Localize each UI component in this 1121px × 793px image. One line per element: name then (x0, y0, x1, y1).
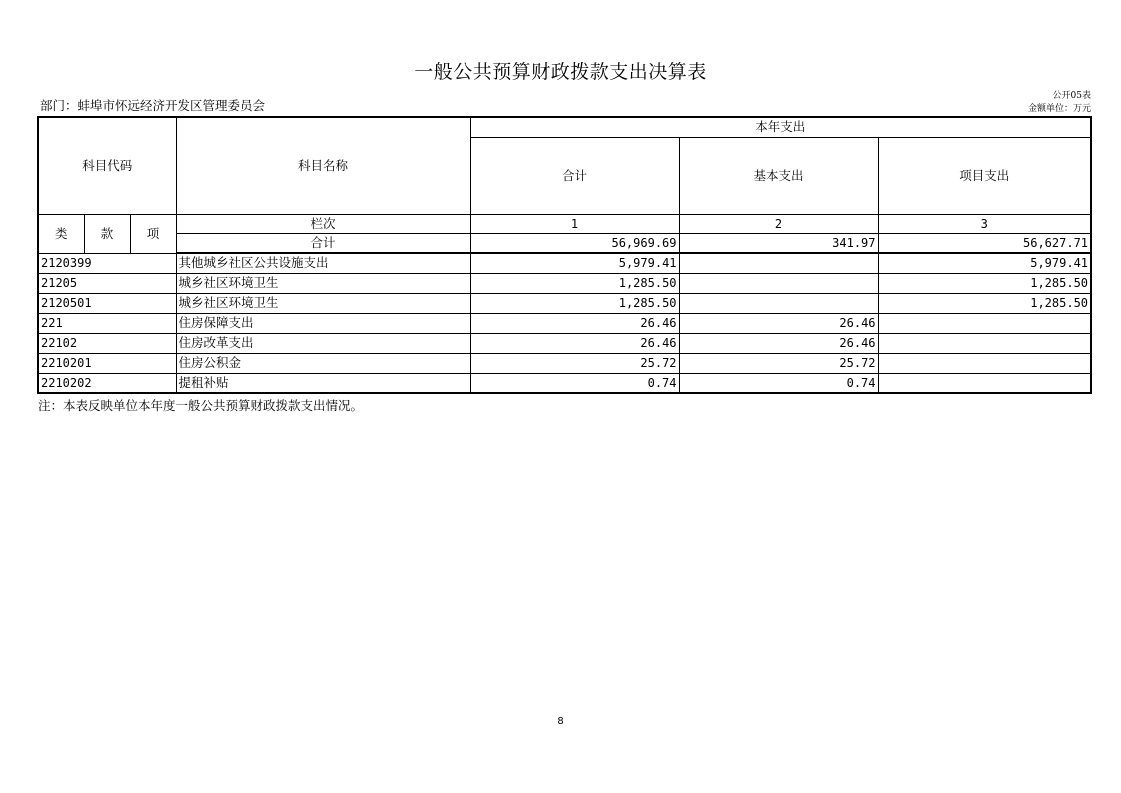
row-total: 25.72 (470, 353, 679, 373)
row-basic: 25.72 (679, 353, 878, 373)
row-name: 提租补贴 (176, 373, 470, 393)
column-index-3: 3 (878, 214, 1091, 233)
table-row (38, 353, 1091, 373)
amount-unit: 金额单位：万元 (1027, 104, 1091, 114)
row-project (878, 313, 1091, 333)
row-name: 住房保障支出 (176, 313, 470, 333)
row-code: 2210202 (38, 373, 176, 393)
row-name: 城乡社区环境卫生 (176, 273, 470, 293)
header-column-no: 栏次 (176, 214, 470, 233)
row-project: 5,979.41 (878, 253, 1091, 273)
table-row (38, 373, 1091, 393)
header-code: 科目代码 (38, 117, 176, 214)
header-xiang: 项 (130, 214, 176, 253)
expenditure-table (37, 116, 1092, 394)
department-label: 部门：蚌埠市怀远经济开发区管理委员会 (40, 98, 266, 113)
row-name: 住房改革支出 (176, 333, 470, 353)
row-basic (679, 253, 878, 273)
header-basic: 基本支出 (679, 137, 878, 214)
row-code: 2120501 (38, 293, 176, 313)
total-row-project: 56,627.71 (878, 233, 1091, 253)
header-lei: 类 (38, 214, 84, 253)
row-name: 城乡社区环境卫生 (176, 293, 470, 313)
row-total: 5,979.41 (470, 253, 679, 273)
header-current-year: 本年支出 (470, 117, 1091, 137)
row-project: 1,285.50 (878, 293, 1091, 313)
row-project (878, 333, 1091, 353)
row-total: 26.46 (470, 333, 679, 353)
row-project: 1,285.50 (878, 273, 1091, 293)
row-code: 221 (38, 313, 176, 333)
row-project (878, 373, 1091, 393)
table-row (38, 293, 1091, 313)
row-project (878, 353, 1091, 373)
column-index-2: 2 (679, 214, 878, 233)
page-number: 8 (557, 716, 564, 727)
row-code: 2120399 (38, 253, 176, 273)
total-row-total: 56,969.69 (470, 233, 679, 253)
header-name: 科目名称 (176, 117, 470, 214)
form-number: 公开05表 (1052, 91, 1091, 101)
table-row (38, 313, 1091, 333)
table-note: 注：本表反映单位本年度一般公共预算财政拨款支出情况。 (38, 398, 364, 413)
row-basic: 26.46 (679, 333, 878, 353)
row-code: 22102 (38, 333, 176, 353)
row-name: 住房公积金 (176, 353, 470, 373)
table-row (38, 273, 1091, 293)
column-index-1: 1 (470, 214, 679, 233)
report-title: 一般公共预算财政拨款支出决算表 (414, 61, 707, 83)
table-row (38, 253, 1091, 273)
row-basic: 26.46 (679, 313, 878, 333)
header-total: 合计 (470, 137, 679, 214)
row-total: 1,285.50 (470, 273, 679, 293)
header-project: 项目支出 (878, 137, 1091, 214)
row-basic (679, 293, 878, 313)
row-basic: 0.74 (679, 373, 878, 393)
row-code: 21205 (38, 273, 176, 293)
row-total: 0.74 (470, 373, 679, 393)
row-code: 2210201 (38, 353, 176, 373)
header-kuan: 款 (84, 214, 130, 253)
row-total: 26.46 (470, 313, 679, 333)
total-row-label: 合计 (176, 233, 470, 253)
total-row-basic: 341.97 (679, 233, 878, 253)
table-row (38, 333, 1091, 353)
row-basic (679, 273, 878, 293)
row-total: 1,285.50 (470, 293, 679, 313)
row-name: 其他城乡社区公共设施支出 (176, 253, 470, 273)
